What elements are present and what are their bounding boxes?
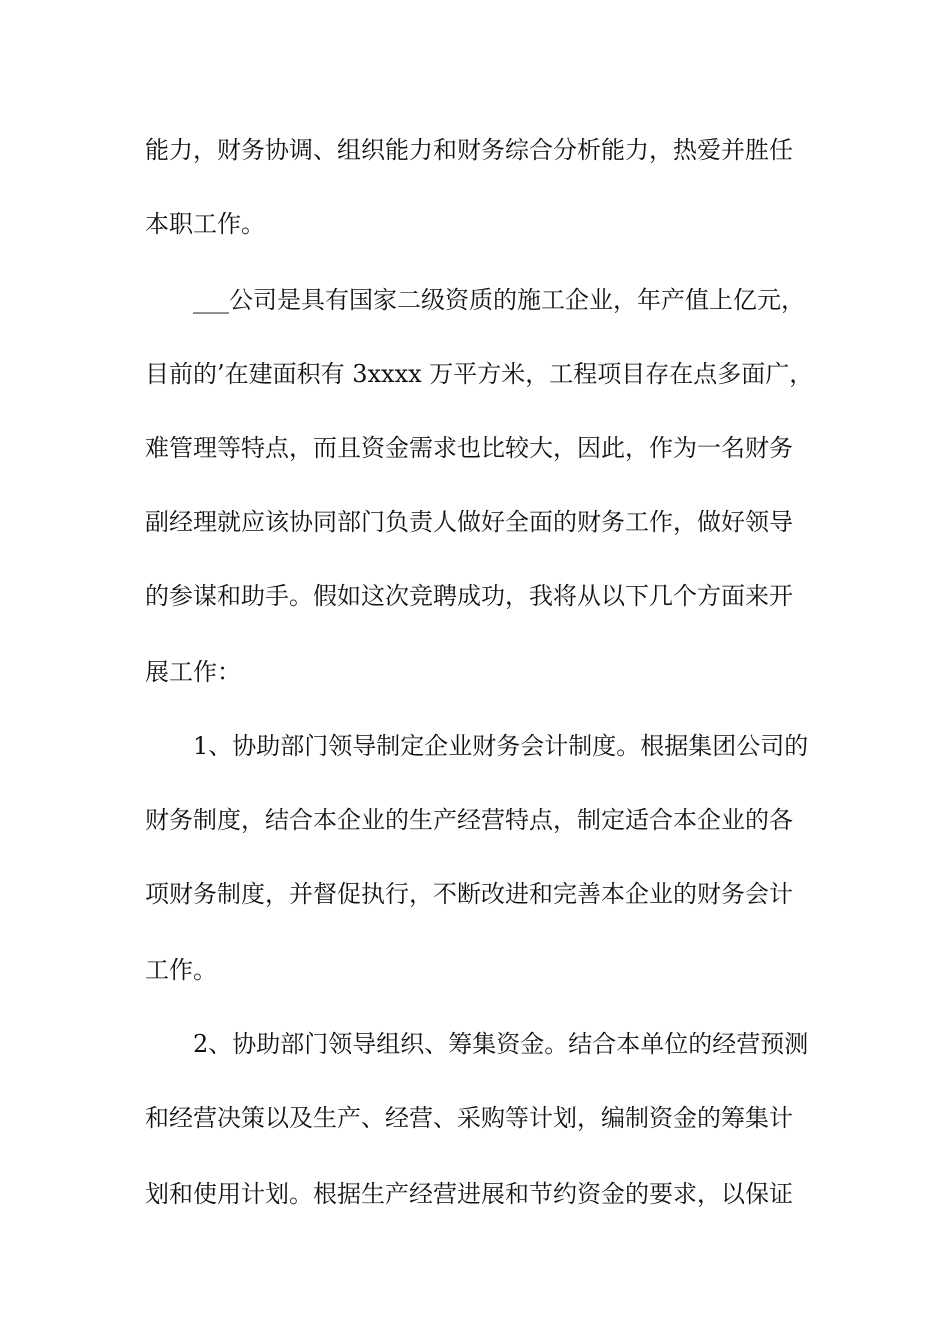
text-line: 项财务制度，并督促执行，不断改进和完善本企业的财务会计 xyxy=(145,880,793,908)
text-line: 的参谋和助手。假如这次竞聘成功，我将从以下几个方面来开 xyxy=(145,582,793,610)
list-item-2-start-line: 2、协助部门领导组织、筹集资金。结合本单位的经营预测 xyxy=(193,1030,809,1058)
text-line: 和经营决策以及生产、经营、采购等计划，编制资金的筹集计 xyxy=(145,1104,793,1132)
paragraph-start-line: ___公司是具有国家二级资质的施工企业，年产值上亿元， xyxy=(193,286,805,314)
text-line: 划和使用计划。根据生产经营进展和节约资金的要求，以保证 xyxy=(145,1180,793,1208)
text-line: 目前的’在建面积有 3xxxx 万平方米，工程项目存在点多面广， xyxy=(145,360,814,388)
text-line: 财务制度，结合本企业的生产经营特点，制定适合本企业的各 xyxy=(145,806,793,834)
text-line: 能力，财务协调、组织能力和财务综合分析能力，热爱并胜任 xyxy=(145,136,793,164)
text-line: 难管理等特点，而且资金需求也比较大，因此，作为一名财务 xyxy=(145,434,793,462)
text-line: 本职工作。 xyxy=(145,210,265,238)
list-item-1-start-line: 1、协助部门领导制定企业财务会计制度。根据集团公司的 xyxy=(193,732,809,760)
text-line: 展工作： xyxy=(145,658,241,686)
text-line: 副经理就应该协同部门负责人做好全面的财务工作，做好领导 xyxy=(145,508,793,536)
text-line: 工作。 xyxy=(145,956,217,984)
